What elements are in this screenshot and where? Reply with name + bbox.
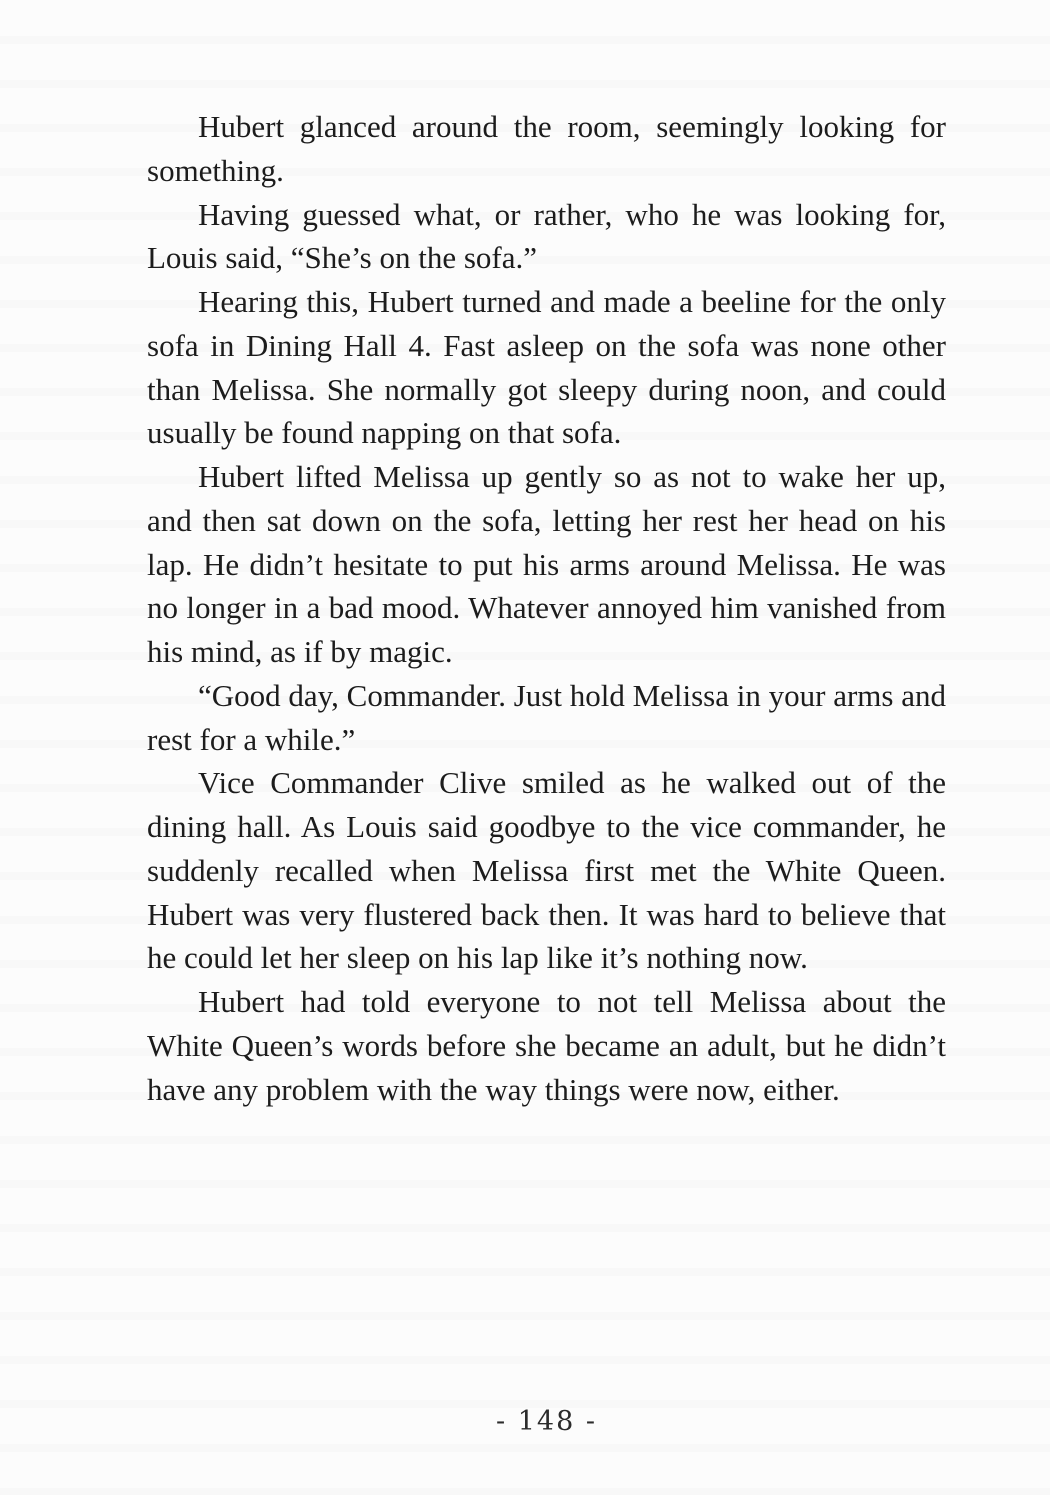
paragraph: Vice Commander Clive smiled as he walked out of the dining hall. As Louis said goodbye to the vice commander, he suddenly recalled when Melissa first met the White Queen. Hubert was very flustered back then. It was hard to believe that he could let her sleep on his lap like it’s nothing now. <box>147 765 946 976</box>
paragraph: Hubert had told everyone to not tell Melissa about the White Queen’s words before she became an adult, but he didn’t have any problem with the way things were now, either. <box>147 984 946 1107</box>
paragraph: “Good day, Commander. Just hold Melissa in your arms and rest for a while.” <box>147 677 946 757</box>
paragraph: Having guessed what, or rather, who he was looking for, Louis said, “She’s on the sofa.” <box>147 196 946 276</box>
paragraph: Hearing this, Hubert turned and made a beeline for the only sofa in Dining Hall 4. Fast asleep on the sofa was none other than Melissa. She normally got sleepy during noon, and could usually be found napping on that sofa. <box>147 284 946 451</box>
page-footer <box>147 1406 946 1437</box>
paragraph: Hubert glanced around the room, seemingly looking for something. <box>147 109 946 188</box>
page-number: - 148 - <box>496 1406 597 1437</box>
paragraph: Hubert lifted Melissa up gently so as not to wake her up, and then sat down on the sofa, letting her rest her head on his lap. He didn’t hesitate to put his arms around Melissa. He was no longer in a bad mood. Whatever annoyed him vanished from his mind, as if by magic. <box>147 459 946 669</box>
page-text <box>147 105 946 1111</box>
